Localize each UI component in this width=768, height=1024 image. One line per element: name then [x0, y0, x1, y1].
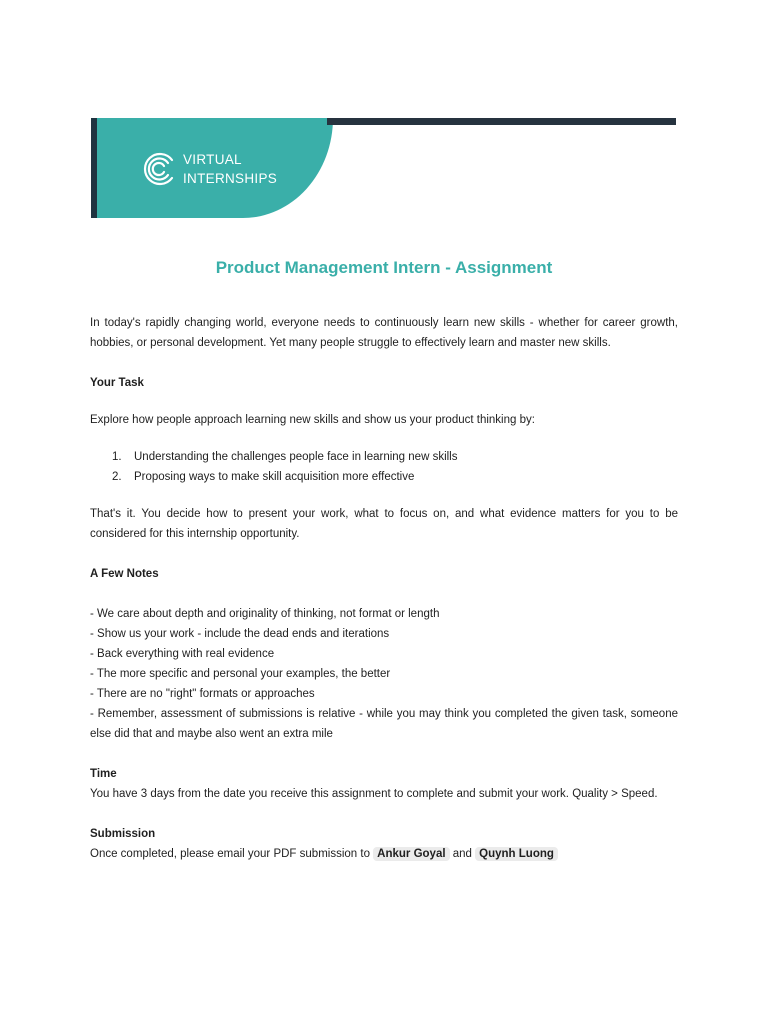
submission-joiner: and — [452, 848, 472, 860]
list-item-text: Understanding the challenges people face in learning new skills — [134, 451, 458, 463]
list-item — [90, 447, 678, 467]
submission-lead: Once completed, please email your PDF submission to — [90, 848, 370, 860]
intro-paragraph: In today's rapidly changing world, everyone needs to continuously learn new skills - whether for career growth, hobbies, or personal development. Yet many people struggle to effectively learn and master new skills. — [90, 317, 678, 349]
virtual-internships-logo — [141, 150, 277, 188]
logo-line-2: INTERNSHIPS — [183, 171, 278, 186]
note-item: - Remember, assessment of submissions is relative - while you may think you completed the given task, someone else did that and maybe also went an extra mile — [90, 708, 678, 740]
list-item-number: 1. — [112, 451, 122, 463]
document-body — [90, 313, 678, 864]
submission-paragraph — [90, 844, 678, 864]
contact-chip-quynh-luong[interactable]: Quynh Luong — [475, 847, 558, 861]
note-item: - We care about depth and originality of thinking, not format or length — [90, 608, 440, 620]
task-lead: Explore how people approach learning new skills and show us your product thinking by: — [90, 414, 535, 426]
note-item: - Back everything with real evidence — [90, 648, 275, 660]
time-heading: Time — [90, 768, 117, 780]
document-title: Product Management Intern - Assignment — [215, 258, 553, 277]
logo-wordmark — [183, 150, 277, 188]
note-item: - Show us your work - include the dead ends and iterations — [90, 628, 390, 640]
logo-line-1: VIRTUAL — [183, 152, 242, 167]
notes-heading: A Few Notes — [90, 568, 159, 580]
task-list — [90, 447, 678, 487]
logo-swirl-icon — [141, 151, 177, 187]
header-top-bar — [327, 118, 676, 125]
header-banner — [91, 118, 676, 218]
notes-list — [90, 604, 678, 744]
list-item — [90, 467, 678, 487]
list-item-number: 2. — [112, 471, 122, 483]
list-item-text: Proposing ways to make skill acquisition more effective — [134, 471, 415, 483]
task-heading: Your Task — [90, 377, 144, 389]
contact-chip-ankur-goyal[interactable]: Ankur Goyal — [373, 847, 449, 861]
submission-heading: Submission — [90, 828, 156, 840]
task-closing-paragraph: That's it. You decide how to present your work, what to focus on, and what evidence matters for you to be considered for this internship opportunity. — [90, 508, 678, 540]
note-item: - The more specific and personal your examples, the better — [90, 668, 391, 680]
time-paragraph: You have 3 days from the date you receive this assignment to complete and submit your work. Quality > Speed. — [90, 788, 658, 800]
note-item: - There are no "right" formats or approaches — [90, 688, 315, 700]
